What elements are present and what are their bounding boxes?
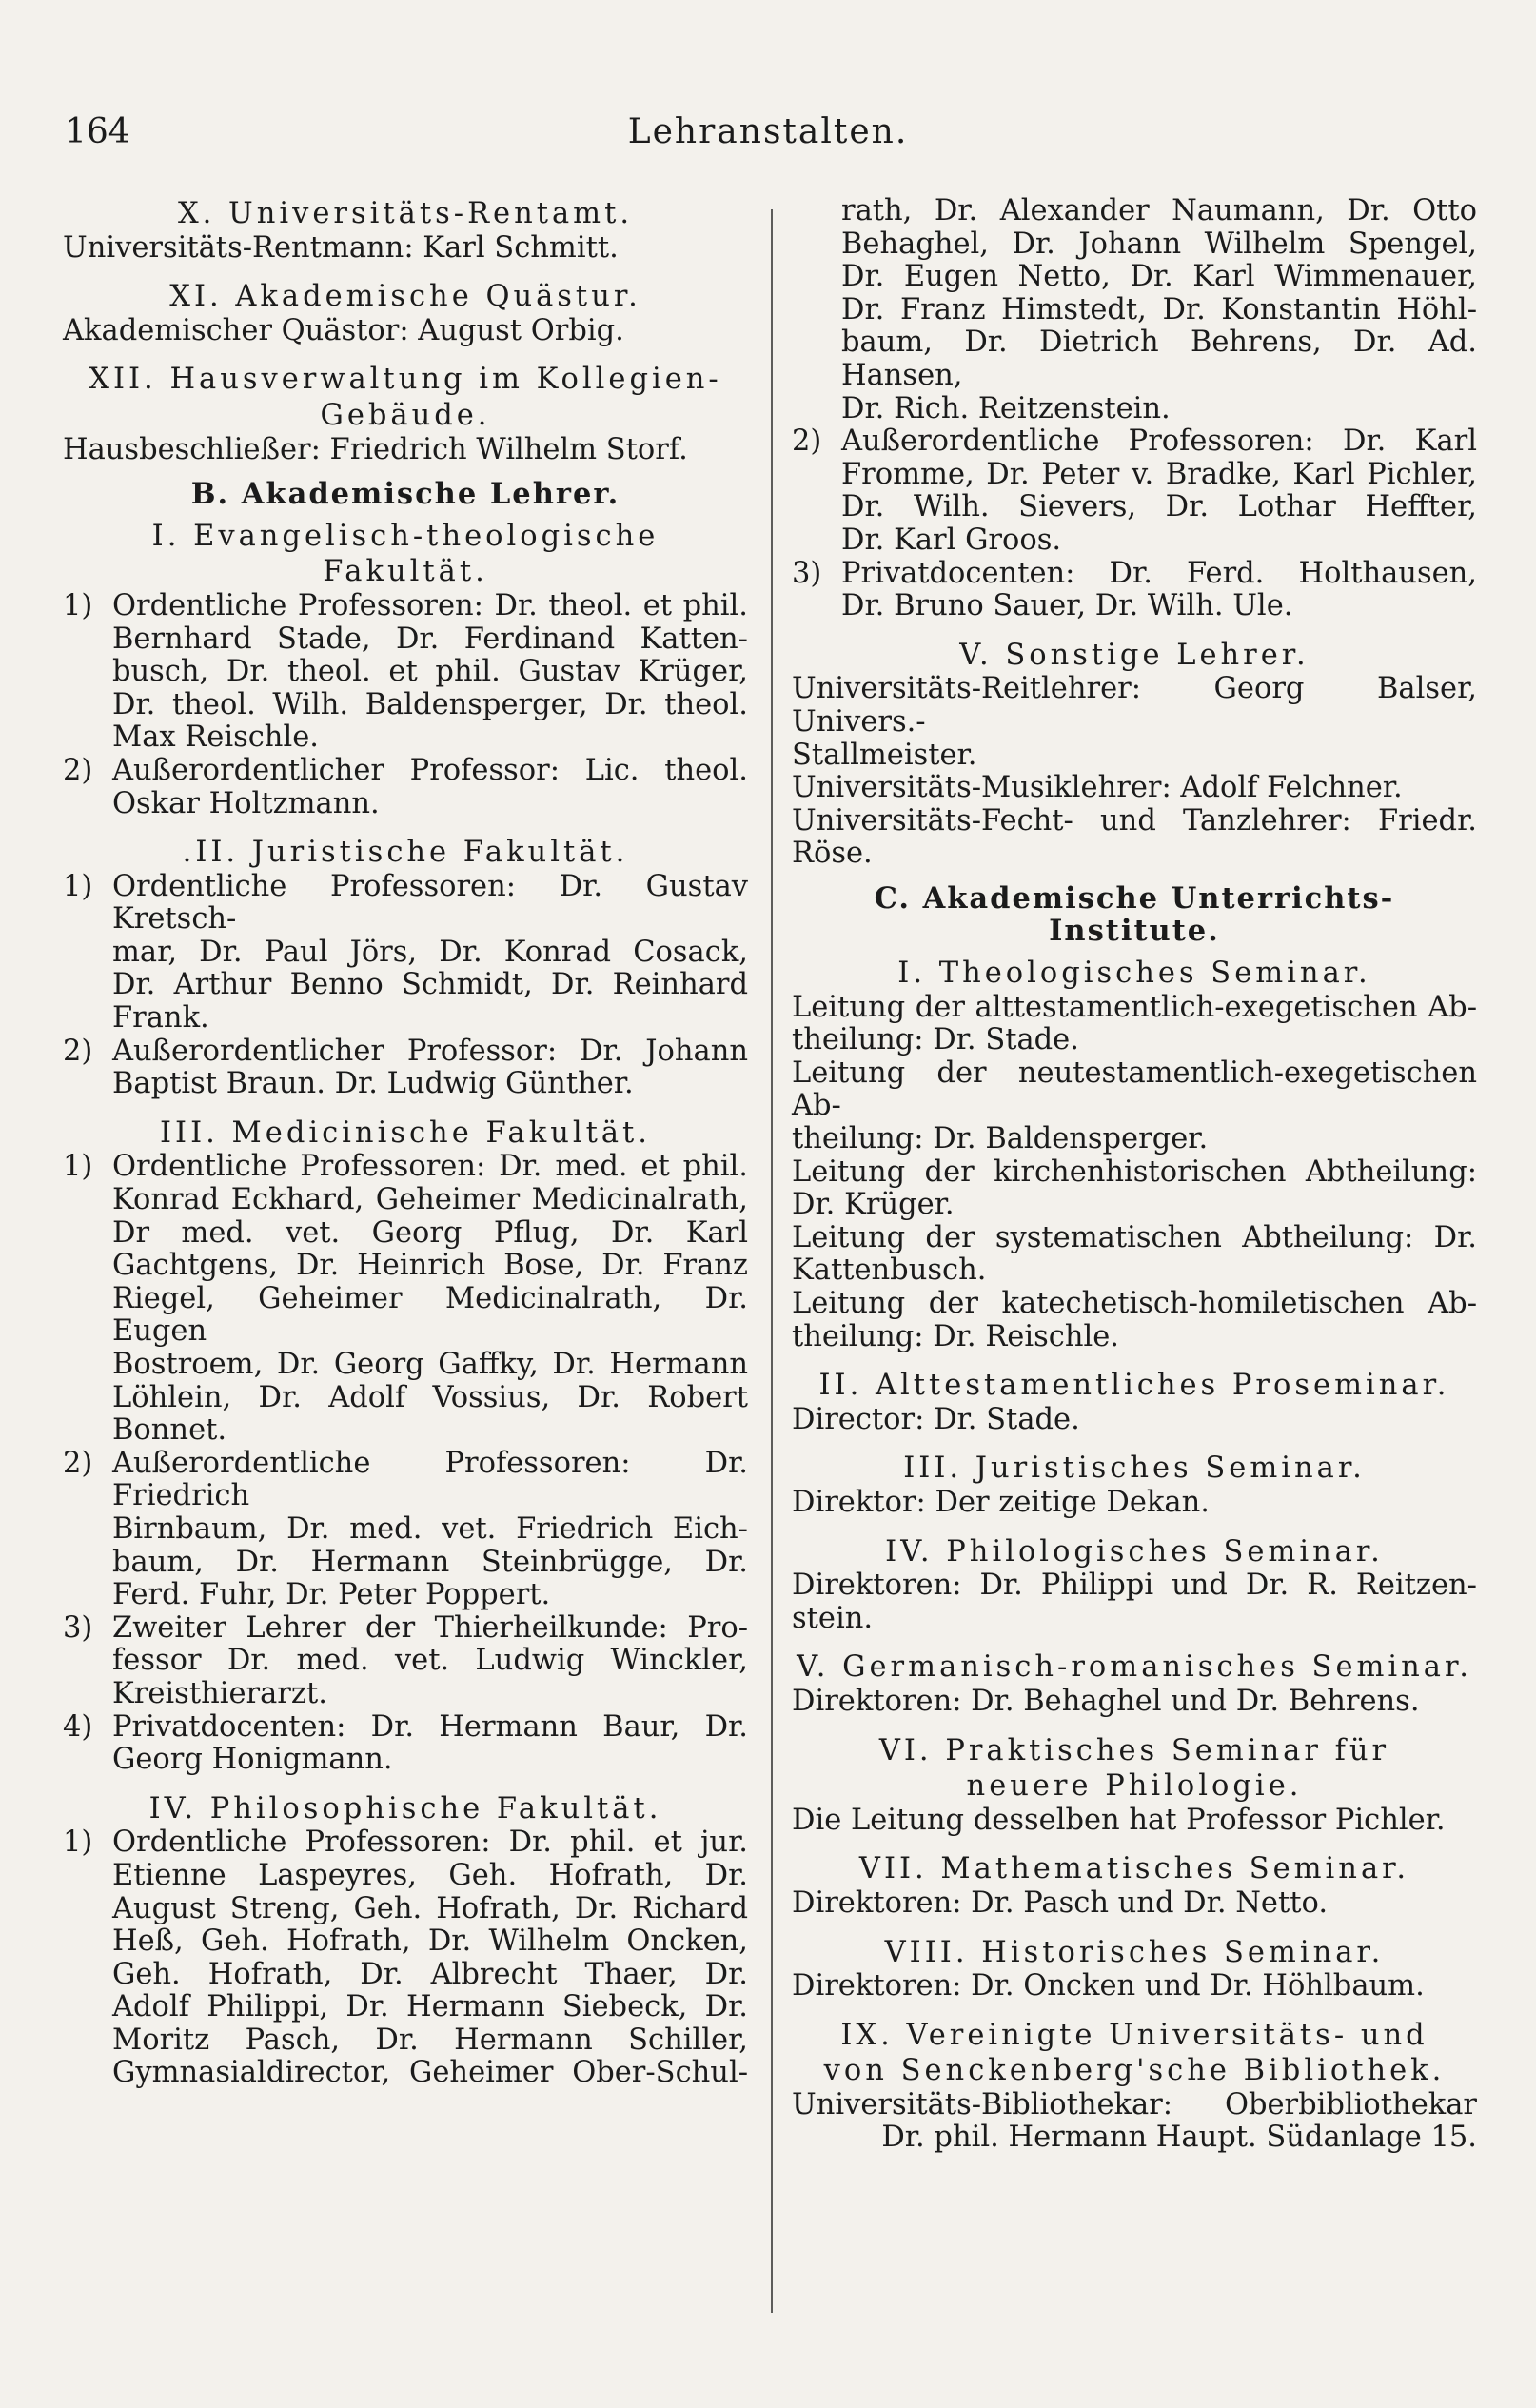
list-item: 1) Ordentliche Professoren: Dr. Gustav Kretsch- mar, Dr. Paul Jörs, Dr. Konrad Cosack, Dr. Arthur Benno Schmidt, Dr. Reinhard Frank. xyxy=(63,869,748,1036)
quaestur-line: Akademischer Quästor: August Orbig. xyxy=(63,313,624,347)
section-title-bibliothek-2: von Senckenberg'sche Bibliothek. xyxy=(823,2054,1446,2088)
right-column: rath, Dr. Alexander Naumann, Dr. Otto Behaghel, Dr. Johann Wilhelm Spengel, Dr. Eugen Netto, Dr. Karl Wimmenauer, Dr. Franz Himstedt, Dr. Konstantin Höhl- baum, Dr. Dietrich Behrens, Dr. Ad. Hansen, Dr. Rich. Reitzenstein. 2) Außerordentliche Professoren: Dr. Karl Fromme, Dr. Peter v. Bradke, Karl Pichler, Dr. Wilh. Sievers, Dr. Lothar Heffter, Dr. Karl Groos. 3) Privatdocenten: Dr. Ferd. Holthausen, Dr. Bruno Sauer, Dr. Wilh. Ule. V. Sonstige Lehrer. Universitäts-Reitlehrer: Georg Balser, Univers.- Stallmeister. Universitäts-Musiklehrer: Adolf Felchner. Universitäts-Fecht- und Tanzlehrer: Friedr. Röse. C. Akademische Unterrichts-Institute. I. Theologisches Seminar. Leitung der alttestamentlich-exegetischen Ab- theilung: Dr. Stade. Leitung der neutestamentlich-exegetischen Ab- theilung: Dr. Baldensperger. Leitung der kirchenhistorischen Abtheilung: Dr. Krüger. Leitung der systematischen Abtheilung: Dr. Kattenbusch. Leitung der katechetisch-homiletischen Ab- theilung: Dr. Reischle. II. Alttestamentliches Proseminar. Director: Dr. Stade. III. Juristisches Seminar. Direktor: Der zeitige Dekan. IV. Philologisches Seminar. Direktoren: Dr. Philippi und Dr. R. Reitzen- stein. V. Germanisch-romanisches Seminar. Direktoren: Dr. Behaghel und Dr. Behrens. VI. Praktisches Seminar für neuere Philologie. Die Leitung desselben hat Professor Pichler. VII. Mathematisches Seminar. Direktoren: Dr. Pasch und Dr. Netto. VIII. Historisches Seminar. Direktoren: Dr. Oncken und Dr. Höhlbaum. IX. Vereinigte Universitäts- und von Senckenberg'sche Bibliothek. Universitäts-Bibliothekar: Oberbibliothekar Dr. phil. Hermann Haupt. Südanlage 15. xyxy=(792,194,1477,2155)
section-title-hausverwaltung-2: Gebäude. xyxy=(320,398,491,432)
section-title-germ-seminar: V. Germanisch-romanisches Seminar. xyxy=(797,1650,1472,1685)
hausverwaltung-line: Hausbeschließer: Friedrich Wilhelm Storf. xyxy=(63,432,688,466)
section-title-philol-seminar: IV. Philologisches Seminar. xyxy=(885,1534,1384,1569)
list-item: 4) Privatdocenten: Dr. Hermann Baur, Dr. Georg Honigmann. xyxy=(63,1709,748,1777)
section-title-bibliothek-1: IX. Vereinigte Universitäts- und xyxy=(840,2018,1428,2052)
faculty-title-theology-1: I. Evangelisch-theologische xyxy=(151,519,660,553)
section-title-jur-seminar: III. Juristisches Seminar. xyxy=(903,1451,1366,1486)
heading-akademische-lehrer: B. Akademische Lehrer. xyxy=(190,477,620,512)
faculty-title-medicine: III. Medicinische Fakultät. xyxy=(160,1115,651,1150)
section-title-proseminar: II. Alttestamentliches Proseminar. xyxy=(818,1369,1450,1403)
list-item: 2) Außerordentliche Professoren: Dr. Friedrich Birnbaum, Dr. med. vet. Friedrich Eich- baum, Dr. Hermann Steinbrügge, Dr. Ferd. Fuhr, Dr. Peter Poppert. xyxy=(63,1446,748,1612)
faculty-title-philosophy: IV. Philosophische Fakultät. xyxy=(148,1791,662,1826)
section-title-hist-seminar: VIII. Historisches Seminar. xyxy=(884,1935,1385,1969)
section-title-prakt-seminar-2: neuere Philologie. xyxy=(966,1769,1303,1804)
rentamt-line: Universitäts-Rentmann: Karl Schmitt. xyxy=(63,230,619,265)
list-item: rath, Dr. Alexander Naumann, Dr. Otto Behaghel, Dr. Johann Wilhelm Spengel, Dr. Eugen Netto, Dr. Karl Wimmenauer, Dr. Franz Himstedt, Dr. Konstantin Höhl- baum, Dr. Dietrich Behrens, Dr. Ad. Hansen, Dr. Rich. Reitzenstein. xyxy=(841,194,1477,425)
running-head: Lehranstalten. xyxy=(627,112,909,151)
faculty-title-theology-2: Fakultät. xyxy=(323,555,488,589)
faculty-title-law: .II. Juristische Fakultät. xyxy=(182,836,629,870)
section-title-quaestur: XI. Akademische Quästur. xyxy=(169,280,641,314)
page-number: 164 xyxy=(65,112,130,151)
list-item: 2) Außerordentliche Professoren: Dr. Karl Fromme, Dr. Peter v. Bradke, Karl Pichler, Dr. Wilh. Sievers, Dr. Lothar Heffter, Dr. Karl Groos. xyxy=(792,424,1477,557)
list-item: 2) Außerordentlicher Professor: Dr. Johann Baptist Braun. Dr. Ludwig Günther. xyxy=(63,1034,748,1101)
section-title-hausverwaltung-1: XII. Hausverwaltung im Kollegien- xyxy=(89,363,722,397)
list-item: 2) Außerordentlicher Professor: Lic. theol. Oskar Holtzmann. xyxy=(63,753,748,820)
list-item: 1) Ordentliche Professoren: Dr. phil. et jur. Etienne Laspeyres, Geh. Hofrath, Dr. August Streng, Geh. Hofrath, Dr. Richard Heß, Geh. Hofrath, Dr. Wilhelm Oncken, Geh. Hofrath, Dr. Albrecht Thaer, Dr. Adolf Philippi, Dr. Hermann Siebeck, Dr. Moritz Pasch, Dr. Hermann Schiller, Gymnasialdirector, Geheimer Ober-Schul- xyxy=(63,1826,748,2090)
left-column xyxy=(63,195,748,2090)
column-divider xyxy=(771,209,773,2313)
section-title-theol-seminar: I. Theologisches Seminar. xyxy=(897,957,1371,991)
list-item: 3) Zweiter Lehrer der Thierheilkunde: Pro- fessor Dr. med. vet. Ludwig Winckler, Kreisthierarzt. xyxy=(63,1610,748,1710)
heading-unterrichts-institute: C. Akademische Unterrichts-Institute. xyxy=(874,880,1395,949)
list-item: 3) Privatdocenten: Dr. Ferd. Holthausen, Dr. Bruno Sauer, Dr. Wilh. Ule. xyxy=(792,556,1477,623)
section-title-sonstige-lehrer: V. Sonstige Lehrer. xyxy=(959,638,1310,672)
section-title-prakt-seminar-1: VI. Praktisches Seminar für xyxy=(878,1733,1390,1767)
list-item: 1) Ordentliche Professoren: Dr. med. et phil. Konrad Eckhard, Geheimer Medicinalrath, Dr med. vet. Georg Pflug, Dr. Karl Gachtgens, Dr. Heinrich Bose, Dr. Franz Riegel, Geheimer Medicinalrath, Dr. Eugen Bostroem, Dr. Georg Gaffky, Dr. Hermann Löhlein, Dr. Adolf Vossius, Dr. Robert Bonnet. xyxy=(63,1150,748,1448)
list-item: 1) Ordentliche Professoren: Dr. theol. et phil. Bernhard Stade, Dr. Ferdinand Katten- busch, Dr. theol. et phil. Gustav Krüger, Dr. theol. Wilh. Baldensperger, Dr. theol. Max Reischle. xyxy=(63,588,748,755)
section-title-rentamt: X. Universitäts-Rentamt. xyxy=(177,197,634,230)
section-title-math-seminar: VII. Mathematisches Seminar. xyxy=(858,1852,1410,1886)
